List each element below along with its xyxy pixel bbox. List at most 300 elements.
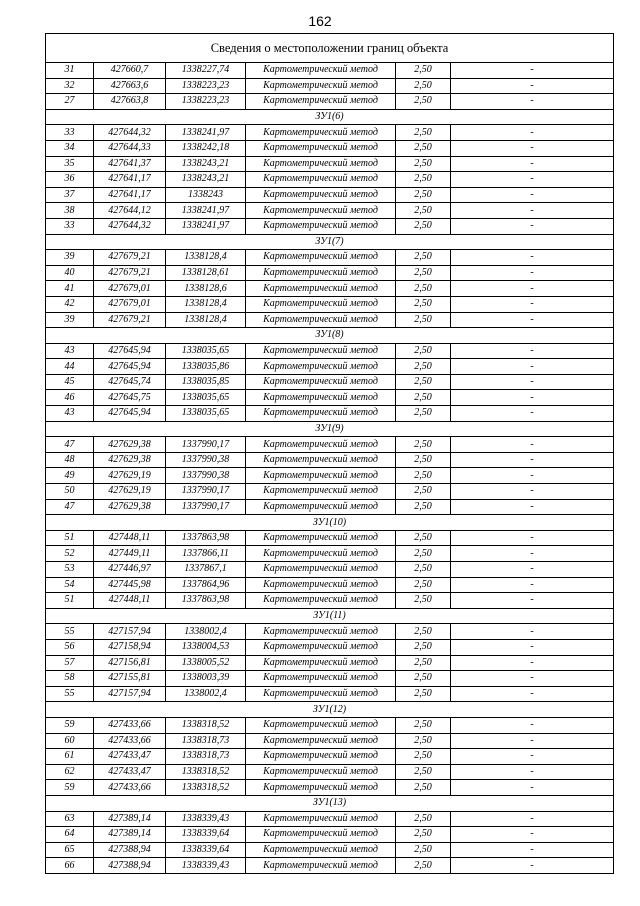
method-cell: Картометрический метод — [246, 343, 396, 359]
group-label: ЗУ1(7) — [46, 234, 614, 250]
x-coordinate-cell: 427644,32 — [94, 218, 166, 234]
accuracy-cell: 2,50 — [396, 296, 451, 312]
description-cell: - — [451, 671, 614, 687]
accuracy-cell: 2,50 — [396, 94, 451, 110]
table-row — [46, 671, 614, 687]
y-coordinate-cell: 1338241,97 — [166, 218, 246, 234]
y-coordinate-cell: 1338005,52 — [166, 655, 246, 671]
point-number-cell: 39 — [46, 250, 94, 266]
table-row — [46, 359, 614, 375]
group-label: ЗУ1(13) — [46, 795, 614, 811]
accuracy-cell: 2,50 — [396, 281, 451, 297]
x-coordinate-cell: 427433,47 — [94, 764, 166, 780]
x-coordinate-cell: 427445,98 — [94, 577, 166, 593]
group-label: ЗУ1(12) — [46, 702, 614, 718]
point-number-cell: 43 — [46, 343, 94, 359]
description-cell: - — [451, 764, 614, 780]
accuracy-cell: 2,50 — [396, 437, 451, 453]
method-cell: Картометрический метод — [246, 593, 396, 609]
method-cell: Картометрический метод — [246, 468, 396, 484]
x-coordinate-cell: 427449,11 — [94, 546, 166, 562]
group-header-row — [46, 109, 614, 125]
y-coordinate-cell: 1338339,43 — [166, 811, 246, 827]
accuracy-cell: 2,50 — [396, 655, 451, 671]
table-row — [46, 140, 614, 156]
method-cell: Картометрический метод — [246, 639, 396, 655]
x-coordinate-cell: 427644,12 — [94, 203, 166, 219]
method-cell: Картометрический метод — [246, 827, 396, 843]
accuracy-cell: 2,50 — [396, 406, 451, 422]
accuracy-cell: 2,50 — [396, 218, 451, 234]
table-row — [46, 717, 614, 733]
method-cell: Картометрический метод — [246, 218, 396, 234]
table-row — [46, 125, 614, 141]
method-cell: Картометрический метод — [246, 140, 396, 156]
accuracy-cell: 2,50 — [396, 546, 451, 562]
table-row — [46, 639, 614, 655]
method-cell: Картометрический метод — [246, 265, 396, 281]
page-number: 162 — [308, 13, 332, 29]
description-cell: - — [451, 780, 614, 796]
description-cell: - — [451, 390, 614, 406]
x-coordinate-cell: 427679,21 — [94, 250, 166, 266]
x-coordinate-cell: 427433,47 — [94, 749, 166, 765]
accuracy-cell: 2,50 — [396, 374, 451, 390]
accuracy-cell: 2,50 — [396, 468, 451, 484]
method-cell: Картометрический метод — [246, 250, 396, 266]
description-cell: - — [451, 562, 614, 578]
table-row — [46, 468, 614, 484]
description-cell: - — [451, 842, 614, 858]
table-row — [46, 811, 614, 827]
point-number-cell: 66 — [46, 858, 94, 874]
method-cell: Картометрический метод — [246, 546, 396, 562]
x-coordinate-cell: 427641,17 — [94, 187, 166, 203]
table-row — [46, 390, 614, 406]
method-cell: Картометрический метод — [246, 811, 396, 827]
accuracy-cell: 2,50 — [396, 140, 451, 156]
method-cell: Картометрический метод — [246, 437, 396, 453]
table-row — [46, 484, 614, 500]
x-coordinate-cell: 427663,6 — [94, 78, 166, 94]
table-row — [46, 172, 614, 188]
table-row — [46, 546, 614, 562]
x-coordinate-cell: 427446,97 — [94, 562, 166, 578]
accuracy-cell: 2,50 — [396, 499, 451, 515]
description-cell: - — [451, 452, 614, 468]
accuracy-cell: 2,50 — [396, 78, 451, 94]
boundary-coordinates-table — [45, 33, 614, 874]
table-row — [46, 94, 614, 110]
x-coordinate-cell: 427388,94 — [94, 842, 166, 858]
method-cell: Картометрический метод — [246, 733, 396, 749]
table-row — [46, 577, 614, 593]
point-number-cell: 49 — [46, 468, 94, 484]
method-cell: Картометрический метод — [246, 671, 396, 687]
method-cell: Картометрический метод — [246, 187, 396, 203]
y-coordinate-cell: 1338339,64 — [166, 827, 246, 843]
y-coordinate-cell: 1338318,73 — [166, 749, 246, 765]
table-row — [46, 499, 614, 515]
accuracy-cell: 2,50 — [396, 686, 451, 702]
y-coordinate-cell: 1337863,98 — [166, 593, 246, 609]
accuracy-cell: 2,50 — [396, 125, 451, 141]
point-number-cell: 55 — [46, 686, 94, 702]
description-cell: - — [451, 484, 614, 500]
point-number-cell: 53 — [46, 562, 94, 578]
point-number-cell: 33 — [46, 218, 94, 234]
method-cell: Картометрический метод — [246, 842, 396, 858]
description-cell: - — [451, 156, 614, 172]
y-coordinate-cell: 1338339,43 — [166, 858, 246, 874]
description-cell: - — [451, 499, 614, 515]
description-cell: - — [451, 717, 614, 733]
x-coordinate-cell: 427644,33 — [94, 140, 166, 156]
y-coordinate-cell: 1337864,96 — [166, 577, 246, 593]
y-coordinate-cell: 1338035,65 — [166, 390, 246, 406]
method-cell: Картометрический метод — [246, 452, 396, 468]
table-row — [46, 593, 614, 609]
x-coordinate-cell: 427645,75 — [94, 390, 166, 406]
point-number-cell: 36 — [46, 172, 94, 188]
method-cell: Картометрический метод — [246, 63, 396, 79]
accuracy-cell: 2,50 — [396, 265, 451, 281]
accuracy-cell: 2,50 — [396, 733, 451, 749]
group-header-row — [46, 608, 614, 624]
method-cell: Картометрический метод — [246, 172, 396, 188]
description-cell: - — [451, 63, 614, 79]
table-row — [46, 780, 614, 796]
accuracy-cell: 2,50 — [396, 811, 451, 827]
y-coordinate-cell: 1338318,73 — [166, 733, 246, 749]
x-coordinate-cell: 427660,7 — [94, 63, 166, 79]
table-row — [46, 343, 614, 359]
y-coordinate-cell: 1338241,97 — [166, 125, 246, 141]
y-coordinate-cell: 1338003,39 — [166, 671, 246, 687]
x-coordinate-cell: 427679,21 — [94, 265, 166, 281]
table-row — [46, 827, 614, 843]
y-coordinate-cell: 1338339,64 — [166, 842, 246, 858]
y-coordinate-cell: 1338243 — [166, 187, 246, 203]
description-cell: - — [451, 530, 614, 546]
x-coordinate-cell: 427389,14 — [94, 827, 166, 843]
point-number-cell: 59 — [46, 717, 94, 733]
accuracy-cell: 2,50 — [396, 749, 451, 765]
y-coordinate-cell: 1338241,97 — [166, 203, 246, 219]
description-cell: - — [451, 811, 614, 827]
accuracy-cell: 2,50 — [396, 577, 451, 593]
group-header-row — [46, 515, 614, 531]
x-coordinate-cell: 427644,32 — [94, 125, 166, 141]
x-coordinate-cell: 427641,17 — [94, 172, 166, 188]
description-cell: - — [451, 858, 614, 874]
point-number-cell: 61 — [46, 749, 94, 765]
x-coordinate-cell: 427156,81 — [94, 655, 166, 671]
description-cell: - — [451, 468, 614, 484]
group-header-row — [46, 234, 614, 250]
accuracy-cell: 2,50 — [396, 671, 451, 687]
accuracy-cell: 2,50 — [396, 639, 451, 655]
accuracy-cell: 2,50 — [396, 63, 451, 79]
method-cell: Картометрический метод — [246, 296, 396, 312]
method-cell: Картометрический метод — [246, 94, 396, 110]
point-number-cell: 32 — [46, 78, 94, 94]
description-cell: - — [451, 140, 614, 156]
accuracy-cell: 2,50 — [396, 156, 451, 172]
method-cell: Картометрический метод — [246, 203, 396, 219]
y-coordinate-cell: 1338223,23 — [166, 78, 246, 94]
point-number-cell: 65 — [46, 842, 94, 858]
point-number-cell: 27 — [46, 94, 94, 110]
description-cell: - — [451, 437, 614, 453]
point-number-cell: 31 — [46, 63, 94, 79]
accuracy-cell: 2,50 — [396, 780, 451, 796]
description-cell: - — [451, 296, 614, 312]
y-coordinate-cell: 1337990,17 — [166, 499, 246, 515]
x-coordinate-cell: 427433,66 — [94, 717, 166, 733]
point-number-cell: 45 — [46, 374, 94, 390]
accuracy-cell: 2,50 — [396, 172, 451, 188]
description-cell: - — [451, 343, 614, 359]
group-label: ЗУ1(11) — [46, 608, 614, 624]
x-coordinate-cell: 427645,94 — [94, 406, 166, 422]
point-number-cell: 35 — [46, 156, 94, 172]
table-row — [46, 374, 614, 390]
x-coordinate-cell: 427629,38 — [94, 452, 166, 468]
method-cell: Картометрический метод — [246, 530, 396, 546]
method-cell: Картометрический метод — [246, 764, 396, 780]
y-coordinate-cell: 1338318,52 — [166, 717, 246, 733]
y-coordinate-cell: 1337863,98 — [166, 530, 246, 546]
accuracy-cell: 2,50 — [396, 562, 451, 578]
method-cell: Картометрический метод — [246, 125, 396, 141]
x-coordinate-cell: 427645,94 — [94, 343, 166, 359]
y-coordinate-cell: 1338128,61 — [166, 265, 246, 281]
point-number-cell: 59 — [46, 780, 94, 796]
description-cell: - — [451, 639, 614, 655]
description-cell: - — [451, 312, 614, 328]
y-coordinate-cell: 1337990,17 — [166, 484, 246, 500]
point-number-cell: 60 — [46, 733, 94, 749]
method-cell: Картометрический метод — [246, 499, 396, 515]
x-coordinate-cell: 427645,74 — [94, 374, 166, 390]
x-coordinate-cell: 427155,81 — [94, 671, 166, 687]
method-cell: Картометрический метод — [246, 577, 396, 593]
method-cell: Картометрический метод — [246, 390, 396, 406]
table-row — [46, 156, 614, 172]
x-coordinate-cell: 427663,8 — [94, 94, 166, 110]
table-row — [46, 63, 614, 79]
method-cell: Картометрический метод — [246, 624, 396, 640]
accuracy-cell: 2,50 — [396, 390, 451, 406]
accuracy-cell: 2,50 — [396, 484, 451, 500]
point-number-cell: 58 — [46, 671, 94, 687]
description-cell: - — [451, 281, 614, 297]
y-coordinate-cell: 1338318,52 — [166, 780, 246, 796]
point-number-cell: 51 — [46, 593, 94, 609]
y-coordinate-cell: 1338128,4 — [166, 250, 246, 266]
group-header-row — [46, 702, 614, 718]
point-number-cell: 38 — [46, 203, 94, 219]
description-cell: - — [451, 125, 614, 141]
method-cell: Картометрический метод — [246, 281, 396, 297]
description-cell: - — [451, 203, 614, 219]
group-label: ЗУ1(6) — [46, 109, 614, 125]
y-coordinate-cell: 1337866,11 — [166, 546, 246, 562]
point-number-cell: 56 — [46, 639, 94, 655]
description-cell: - — [451, 593, 614, 609]
description-cell: - — [451, 172, 614, 188]
table-row — [46, 250, 614, 266]
y-coordinate-cell: 1338035,85 — [166, 374, 246, 390]
accuracy-cell: 2,50 — [396, 842, 451, 858]
y-coordinate-cell: 1338035,86 — [166, 359, 246, 375]
description-cell: - — [451, 733, 614, 749]
method-cell: Картометрический метод — [246, 78, 396, 94]
description-cell: - — [451, 827, 614, 843]
y-coordinate-cell: 1338035,65 — [166, 343, 246, 359]
accuracy-cell: 2,50 — [396, 717, 451, 733]
description-cell: - — [451, 94, 614, 110]
point-number-cell: 50 — [46, 484, 94, 500]
description-cell: - — [451, 406, 614, 422]
description-cell: - — [451, 374, 614, 390]
x-coordinate-cell: 427629,19 — [94, 468, 166, 484]
description-cell: - — [451, 686, 614, 702]
y-coordinate-cell: 1338002,4 — [166, 686, 246, 702]
description-cell: - — [451, 187, 614, 203]
group-label: ЗУ1(9) — [46, 421, 614, 437]
table-row — [46, 296, 614, 312]
group-label: ЗУ1(10) — [46, 515, 614, 531]
x-coordinate-cell: 427679,21 — [94, 312, 166, 328]
x-coordinate-cell: 427158,94 — [94, 639, 166, 655]
point-number-cell: 64 — [46, 827, 94, 843]
accuracy-cell: 2,50 — [396, 312, 451, 328]
table-row — [46, 265, 614, 281]
point-number-cell: 39 — [46, 312, 94, 328]
y-coordinate-cell: 1338243,21 — [166, 172, 246, 188]
y-coordinate-cell: 1338223,23 — [166, 94, 246, 110]
y-coordinate-cell: 1337990,38 — [166, 468, 246, 484]
method-cell: Картометрический метод — [246, 858, 396, 874]
y-coordinate-cell: 1338004,53 — [166, 639, 246, 655]
method-cell: Картометрический метод — [246, 374, 396, 390]
method-cell: Картометрический метод — [246, 484, 396, 500]
y-coordinate-cell: 1338242,18 — [166, 140, 246, 156]
point-number-cell: 43 — [46, 406, 94, 422]
method-cell: Картометрический метод — [246, 359, 396, 375]
point-number-cell: 48 — [46, 452, 94, 468]
description-cell: - — [451, 624, 614, 640]
table-row — [46, 406, 614, 422]
point-number-cell: 52 — [46, 546, 94, 562]
y-coordinate-cell: 1338128,6 — [166, 281, 246, 297]
x-coordinate-cell: 427679,01 — [94, 296, 166, 312]
point-number-cell: 37 — [46, 187, 94, 203]
method-cell: Картометрический метод — [246, 686, 396, 702]
table-row — [46, 187, 614, 203]
point-number-cell: 34 — [46, 140, 94, 156]
table-row — [46, 562, 614, 578]
point-number-cell: 54 — [46, 577, 94, 593]
y-coordinate-cell: 1338128,4 — [166, 296, 246, 312]
y-coordinate-cell: 1338227,74 — [166, 63, 246, 79]
group-header-row — [46, 421, 614, 437]
accuracy-cell: 2,50 — [396, 593, 451, 609]
table-row — [46, 858, 614, 874]
y-coordinate-cell: 1337867,1 — [166, 562, 246, 578]
method-cell: Картометрический метод — [246, 780, 396, 796]
x-coordinate-cell: 427629,19 — [94, 484, 166, 500]
x-coordinate-cell: 427448,11 — [94, 593, 166, 609]
method-cell: Картометрический метод — [246, 406, 396, 422]
point-number-cell: 40 — [46, 265, 94, 281]
method-cell: Картометрический метод — [246, 312, 396, 328]
y-coordinate-cell: 1338128,4 — [166, 312, 246, 328]
accuracy-cell: 2,50 — [396, 624, 451, 640]
description-cell: - — [451, 78, 614, 94]
description-cell: - — [451, 359, 614, 375]
x-coordinate-cell: 427388,94 — [94, 858, 166, 874]
y-coordinate-cell: 1337990,38 — [166, 452, 246, 468]
table-row — [46, 530, 614, 546]
point-number-cell: 47 — [46, 437, 94, 453]
x-coordinate-cell: 427641,37 — [94, 156, 166, 172]
point-number-cell: 62 — [46, 764, 94, 780]
table-row — [46, 281, 614, 297]
description-cell: - — [451, 265, 614, 281]
point-number-cell: 47 — [46, 499, 94, 515]
accuracy-cell: 2,50 — [396, 203, 451, 219]
point-number-cell: 42 — [46, 296, 94, 312]
y-coordinate-cell: 1337990,17 — [166, 437, 246, 453]
table-body — [46, 34, 614, 874]
description-cell: - — [451, 250, 614, 266]
accuracy-cell: 2,50 — [396, 250, 451, 266]
description-cell: - — [451, 218, 614, 234]
table-row — [46, 686, 614, 702]
point-number-cell: 63 — [46, 811, 94, 827]
x-coordinate-cell: 427448,11 — [94, 530, 166, 546]
description-cell: - — [451, 577, 614, 593]
accuracy-cell: 2,50 — [396, 343, 451, 359]
accuracy-cell: 2,50 — [396, 452, 451, 468]
y-coordinate-cell: 1338002,4 — [166, 624, 246, 640]
y-coordinate-cell: 1338243,21 — [166, 156, 246, 172]
accuracy-cell: 2,50 — [396, 359, 451, 375]
group-label: ЗУ1(8) — [46, 328, 614, 344]
table-title-row — [46, 34, 614, 63]
table-row — [46, 78, 614, 94]
table-row — [46, 203, 614, 219]
point-number-cell: 44 — [46, 359, 94, 375]
accuracy-cell: 2,50 — [396, 187, 451, 203]
accuracy-cell: 2,50 — [396, 827, 451, 843]
table-row — [46, 749, 614, 765]
y-coordinate-cell: 1338318,52 — [166, 764, 246, 780]
point-number-cell: 41 — [46, 281, 94, 297]
table-row — [46, 624, 614, 640]
accuracy-cell: 2,50 — [396, 530, 451, 546]
point-number-cell: 33 — [46, 125, 94, 141]
x-coordinate-cell: 427645,94 — [94, 359, 166, 375]
method-cell: Картометрический метод — [246, 655, 396, 671]
x-coordinate-cell: 427157,94 — [94, 686, 166, 702]
accuracy-cell: 2,50 — [396, 764, 451, 780]
x-coordinate-cell: 427433,66 — [94, 733, 166, 749]
table-row — [46, 655, 614, 671]
